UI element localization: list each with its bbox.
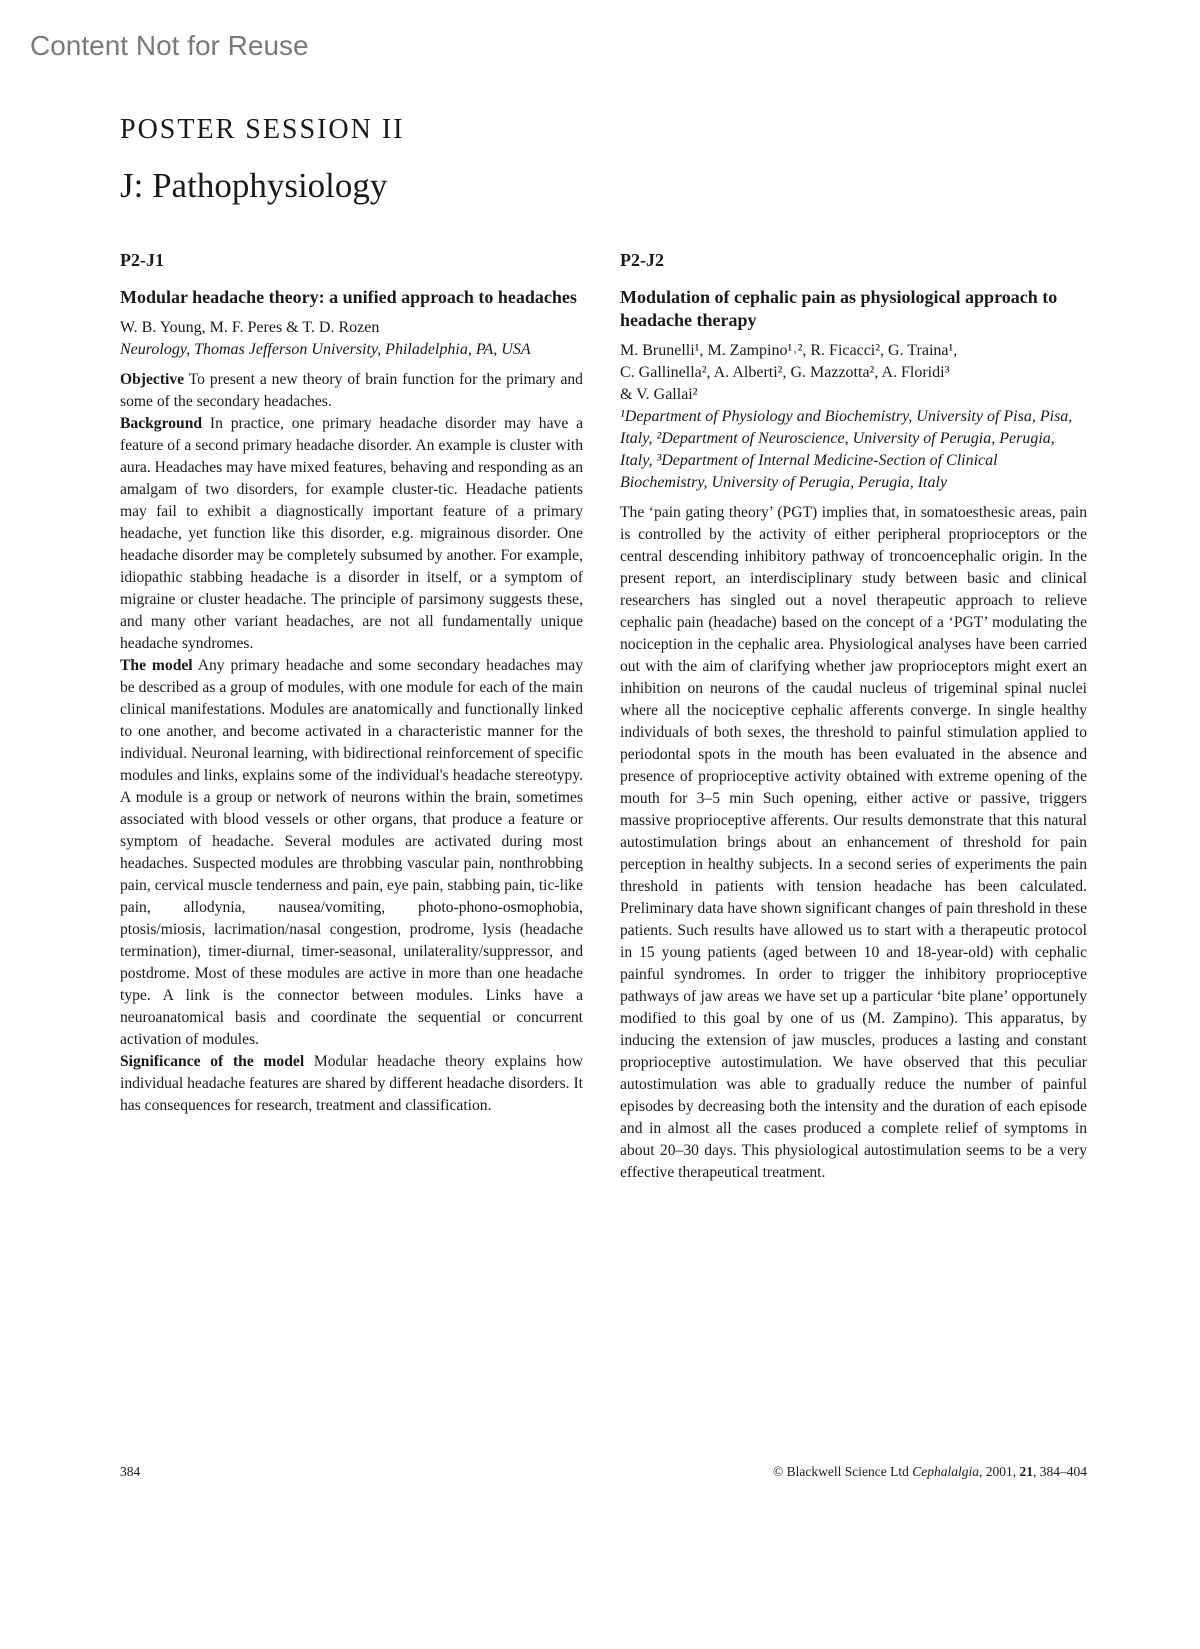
article-affiliation: ¹Department of Physiology and Biochemistry, University of Pisa, Pisa, Italy, ²Department of Neuroscience, University of Perugia, Perugia, Italy, ³Department of Internal Medicine-Section of Clinical Biochemistry, University of Perugia, Perugia, Italy <box>620 408 1073 491</box>
article-title: Modular headache theory: a unified approach to headaches <box>120 287 577 307</box>
objective-paragraph <box>120 369 583 413</box>
article-affiliation: Neurology, Thomas Jefferson University, Philadelphia, PA, USA <box>120 341 531 358</box>
journal-volume: 21 <box>1019 1464 1033 1479</box>
section-text: To present a new theory of brain function for the primary and some of the secondary headaches. <box>120 371 583 410</box>
article-left <box>120 248 583 1117</box>
article-title: Modulation of cephalic pain as physiological approach to headache therapy <box>620 287 1058 330</box>
section-label: Significance of the model <box>120 1053 305 1070</box>
significance-paragraph <box>120 1051 583 1117</box>
section-label: Objective <box>120 371 185 388</box>
section-text: In practice, one primary headache disorder may have a feature of a second primary headache disorder. An example is cluster with aura. Headaches may have mixed features, behaving and responding as an amalgam of two disorders, for example cluster-tic. Headache patients may fail to exhibit a diagnostically important feature of a primary headache, yet function like this disorder, e.g. migrainous disorder. One headache disorder may be completely subsumed by another. For example, idiopathic stabbing headache is a disorder in itself, or a symptom of migraine or cluster headache. The principle of parsimony suggests these, and many other variant headaches, are not all fundamentally unique headache syndromes. <box>120 415 583 652</box>
article-authors-line-3: & V. Gallai² <box>620 386 698 403</box>
article-authors-line-1: M. Brunelli¹, M. Zampino¹˒², R. Ficacci², G. Traina¹, <box>620 342 958 359</box>
page-number: 384 <box>120 1464 141 1479</box>
article-body: The ‘pain gating theory’ (PGT) implies that, in somatoesthesic areas, pain is controlled by the activity of either peripheral proprioceptors or the central descending inhibitory pathway of troncoencephalic origin. In the present report, an interdisciplinary study between basic and clinical researchers has singled out a novel therapeutic approach to relieve cephalic pain (headache) based on the concept of a ‘PGT’ modulating the nociception in the cephalic area. Physiological analyses have been carried out with the aim of clarifying whether jaw proprioceptors might exert an inhibition on neurons of the caudal nucleus of trigeminal spinal nuclei where all the nociceptive cephalic afferents converge. In single healthy individuals of both sexes, the threshold to painful stimulation applied to periodontal spots in the mouth has been evaluated in the absence and presence of proprioceptive activity obtained with extreme opening of the mouth for 3–5 min Such opening, either active or passive, triggers massive proprioceptive afferents. Our results demonstrate that this natural autostimulation brings about an enhancement of threshold for pain perception in healthy subjects. In a second series of experiments the pain threshold in patients with tension headache has been calculated. Preliminary data have shown significant changes of pain threshold in these patients. Such results have allowed us to start with a therapeutic protocol in 15 young patients (aged between 10 and 18-year-old) with cephalic painful syndromes. In order to trigger the inhibitory proprioceptive pathways of jaw areas we have set up a particular ‘bite plane’ opportunely modified to this goal by one of us (M. Zampino). This apparatus, by inducing the extension of jaw muscles, produces a lasting and constant proprioceptive autostimulation. We have observed that this peculiar autostimulation was able to gradually reduce the number of painful episodes by decreasing both the intensity and the duration of each episode and in almost all the cases produced a complete relief of symptoms in about 20–30 days. This physiological autostimulation seems to be a very effective therapeutical treatment. <box>620 504 1087 1181</box>
background-paragraph <box>120 413 583 655</box>
article-code: P2-J1 <box>120 250 164 270</box>
watermark: Content Not for Reuse <box>30 30 309 61</box>
article-authors: W. B. Young, M. F. Peres & T. D. Rozen <box>120 319 380 336</box>
session-title: POSTER SESSION II <box>120 114 405 145</box>
article-right <box>620 248 1087 1184</box>
section-label: The model <box>120 657 193 674</box>
section-text: Any primary headache and some secondary headaches may be described as a group of modules, with one module for each of the main clinical manifestations. Modules are anatomically and functionally linked to one another, and become activated in a characteristic manner for the individual. Neuronal learning, with bidirectional reinforcement of specific modules and links, explains some of the individual's headache stereotypy. A module is a group or network of neurons within the brain, sometimes associated with blood vessels or other organs, that produce a feature or symptom of headache. Several modules are activated during most headaches. Suspected modules are throbbing vascular pain, nonthrobbing pain, cervical muscle tenderness and pain, eye pain, stabbing pain, tic-like pain, allodynia, nausea/vomiting, photo-phono-osmophobia, ptosis/miosis, lacrimation/nasal congestion, prodrome, lysis (headache termination), timer-diurnal, timer-seasonal, unilaterality/suppressor, and postdrome. Most of these modules are active in more than one headache type. A link is the connector between modules. Links have a neuroanatomical basis and coordinate the sequential or concurrent activation of modules. <box>120 657 583 1048</box>
section-title: J: Pathophysiology <box>120 166 388 205</box>
copyright-prefix: © Blackwell Science Ltd <box>773 1464 909 1479</box>
section-label: Background <box>120 415 203 432</box>
journal-name: Cephalalgia <box>912 1464 979 1479</box>
article-authors-line-2: C. Gallinella², A. Alberti², G. Mazzotta², A. Floridi³ <box>620 364 950 381</box>
journal-pages: , 384–404 <box>1033 1464 1087 1479</box>
journal-year: , 2001, <box>979 1464 1017 1479</box>
copyright-line <box>773 1464 1087 1480</box>
article-body <box>120 369 583 1117</box>
article-code: P2-J2 <box>620 250 664 270</box>
section-text: Modular headache theory explains how individual headache features are shared by different headache disorders. It has consequences for research, treatment and classification. <box>120 1053 584 1114</box>
model-paragraph <box>120 655 583 1051</box>
